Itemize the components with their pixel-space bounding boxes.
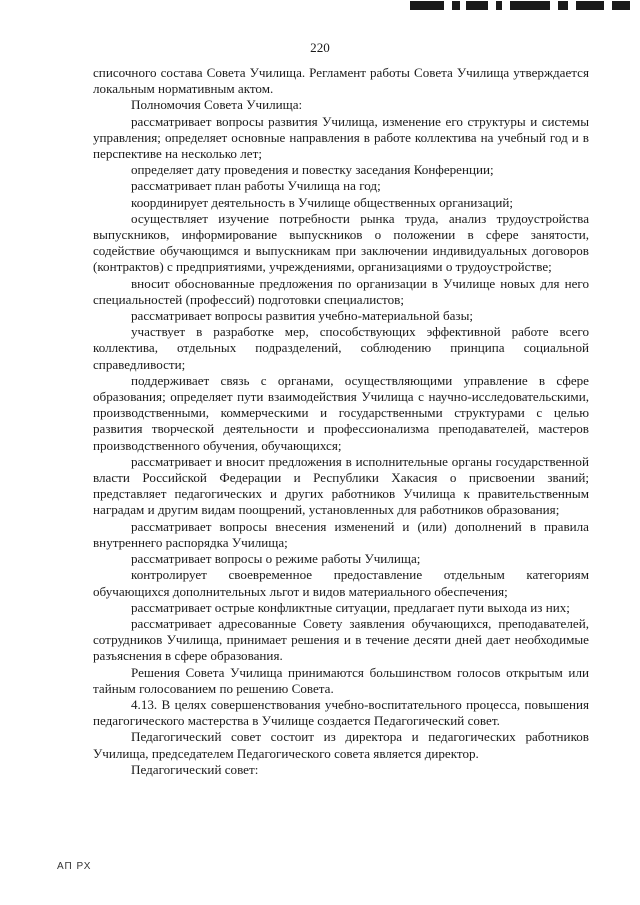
section-heading: Полномочия Совета Училища: bbox=[131, 97, 303, 113]
footer-mark: АП РХ bbox=[57, 861, 92, 872]
list-item: рассматривает вопросы развития учебно-материальной базы; bbox=[131, 308, 474, 324]
list-item: рассматривает вопросы развития Училища, изменение его структуры и системы управления; определяет основные направления в работе коллектива на учебный год и в перспективе на несколько лет; bbox=[93, 113, 589, 162]
list-item: рассматривает вопросы о режиме работы Училища; bbox=[131, 551, 421, 567]
list-item: рассматривает вопросы внесения изменений и (или) дополнений в правила внутреннего распорядка Училища; bbox=[93, 518, 589, 550]
list-item: участвует в разработке мер, способствующих эффективной работе всего коллектива, отдельных подразделений, соблюдению принципа социальной справедливости; bbox=[93, 324, 589, 372]
list-item: определяет дату проведения и повестку заседания Конференции; bbox=[131, 162, 494, 178]
page-number: 220 bbox=[310, 40, 330, 55]
document-body bbox=[93, 65, 589, 778]
list-item: координирует деятельность в Училище общественных организаций; bbox=[131, 194, 514, 210]
list-item: поддерживает связь с органами, осуществляющими управление в сфере образования; определяет пути взаимодействия Училища с научно-исследовательскими, производственными, коммерческими и государственными структурами с целью развития творческой деятельности и профессионализма преподавателей, мастеров производственного обучения, обучающихся; bbox=[93, 372, 589, 453]
list-item: контролирует своевременное предоставление отдельным категориям обучающихся дополнительных льгот и видов материального обеспечения; bbox=[93, 567, 589, 599]
paragraph: Решения Совета Училища принимаются большинством голосов открытым или тайным голосованием по решению Совета. bbox=[93, 664, 589, 696]
paragraph: списочного состава Совета Училища. Регламент работы Совета Училища утверждается локальным нормативным актом. bbox=[93, 65, 589, 97]
list-item: вносит обоснованные предложения по организации в Училище новых для него специальностей (профессий) подготовки специалистов; bbox=[93, 275, 589, 307]
paragraph: Педагогический совет: bbox=[131, 761, 259, 777]
list-item: рассматривает адресованные Совету заявления обучающихся, преподавателей, сотрудников Училища, принимает решения и в течение десяти дней дает необходимые разъяснения в сфере образования. bbox=[93, 615, 589, 664]
list-item: рассматривает острые конфликтные ситуации, предлагает пути выхода из них; bbox=[131, 599, 570, 615]
list-item: рассматривает план работы Училища на год; bbox=[131, 178, 381, 194]
paragraph: 4.13. В целях совершенствования учебно-воспитательного процесса, повышения педагогического мастерства в Училище создается Педагогический совет. bbox=[93, 696, 589, 729]
list-item: рассматривает и вносит предложения в исполнительные органы государственной власти Российской Федерации и Республики Хакасия о присвоении званий; представляет педагогических и других работников Училища к правительственным наградам и другим видам поощрений, установленных для работников образования; bbox=[93, 453, 589, 518]
list-item: осуществляет изучение потребности рынка труда, анализ трудоустройства выпускников, информирование выпускников о положении в сфере занятости, содействие обучающимся и выпускникам при заключении индивидуальных договоров (контрактов) с предприятиями, учреждениями, организациями о трудоустройстве; bbox=[93, 210, 589, 275]
scan-artifact bbox=[400, 0, 640, 14]
paragraph: Педагогический совет состоит из директора и педагогических работников Училища, председателем Педагогического совета является директор. bbox=[93, 729, 589, 761]
